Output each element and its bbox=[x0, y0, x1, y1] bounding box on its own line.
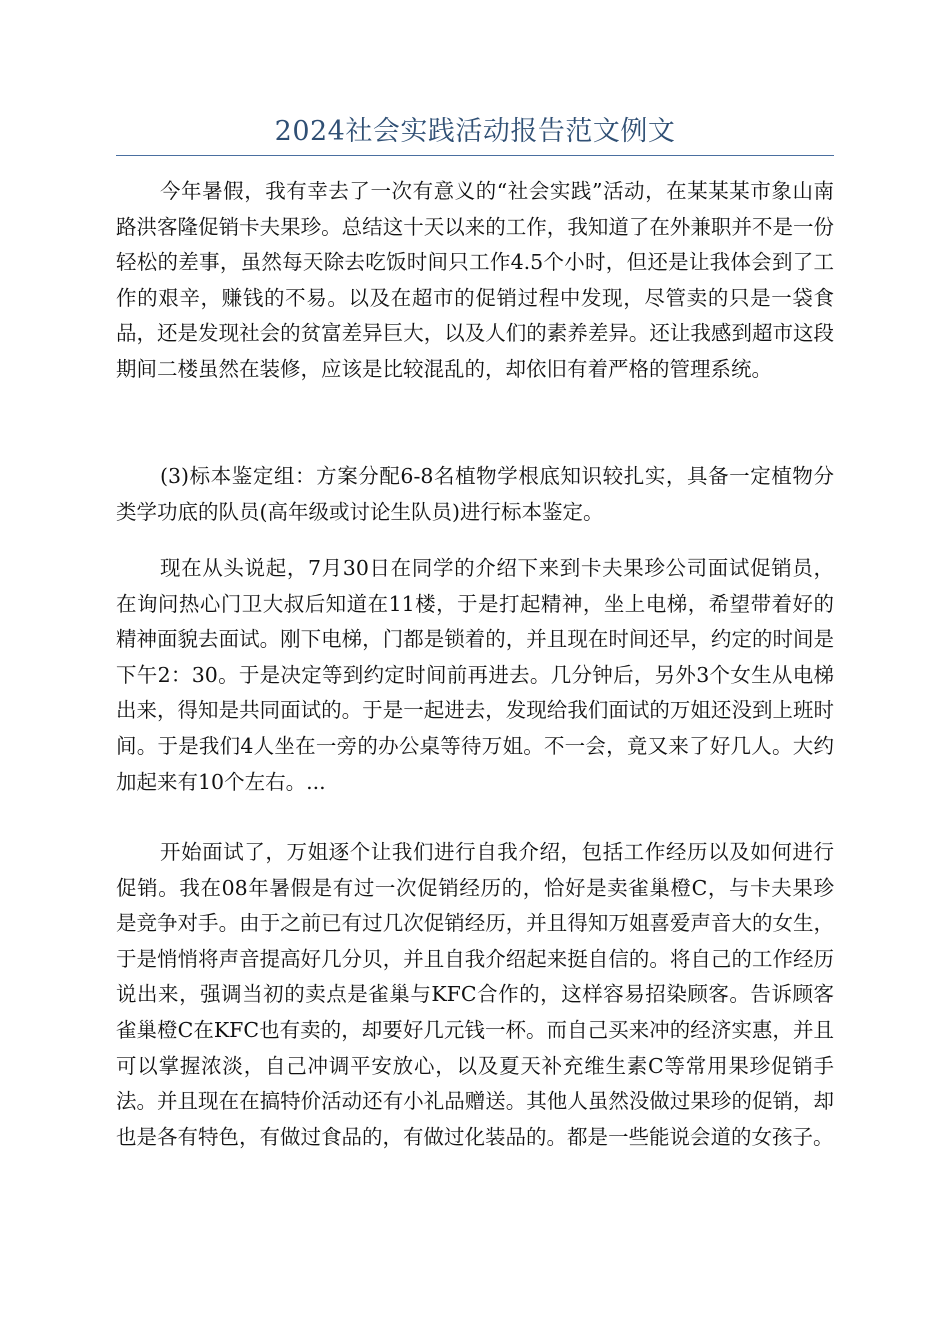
paragraph-summer-practice: 今年暑假，我有幸去了一次有意义的“社会实践”活动，在某某某市象山南路洪客隆促销卡夫果珍。总结这十天以来的工作，我知道了在外兼职并不是一份轻松的差事，虽然每天除去吃饭时间只工作4.5个小时，但还是让我体会到了工作的艰辛，赚钱的不易。以及在超市的促销过程中发现，尽管卖的只是一袋食品，还是发现社会的贫富差异巨大，以及人们的素养差异。还让我感到超市这段期间二楼虽然在装修，应该是比较混乱的，却依旧有着严格的管理系统。 bbox=[116, 179, 834, 381]
document-title: 2024社会实践活动报告范文例文 bbox=[274, 116, 676, 147]
paragraph-interview-process: 开始面试了，万姐逐个让我们进行自我介绍，包括工作经历以及如何进行促销。我在08年暑假是有过一次促销经历的，恰好是卖雀巢橙C，与卡夫果珍是竞争对手。由于之前已有过几次促销经历，并且得知万姐喜爱声音大的女生，于是悄悄将声音提高好几分贝，并且自我介绍起来挺自信的。将自己的工作经历说出来，强调当初的卖点是雀巢与KFC合作的，这样容易招染顾客。告诉顾客雀巢橙C在KFC也有卖的，却要好几元钱一杯。而自己买来冲的经济实惠，并且可以掌握浓淡，自己冲调平安放心，以及夏天补充维生素C等常用果珍促销手法。并且现在在搞特价活动还有小礼品赠送。其他人虽然没做过果珍的促销，却也是各有特色，有做过食品的，有做过化装品的。都是一些能说会道的女孩子。 bbox=[116, 840, 834, 1149]
title-underline bbox=[116, 155, 834, 156]
paragraph-specimen-group: (3)标本鉴定组：方案分配6-8名植物学根底知识较扎实，具备一定植物分类学功底的队员(高年级或讨论生队员)进行标本鉴定。 bbox=[116, 464, 834, 524]
paragraph-interview-arrival: 现在从头说起，7月30日在同学的介绍下来到卡夫果珍公司面试促销员，在询问热心门卫大叔后知道在11楼，于是打起精神，坐上电梯，希望带着好的精神面貌去面试。刚下电梯，门都是锁着的，并且现在时间还早，约定的时间是下午2：30。于是决定等到约定时间前再进去。几分钟后，另外3个女生从电梯出来，得知是共同面试的。于是一起进去，发现给我们面试的万姐还没到上班时间。于是我们4人坐在一旁的办公桌等待万姐。不一会，竟又来了好几人。大约加起来有10个左右。... bbox=[116, 556, 834, 794]
